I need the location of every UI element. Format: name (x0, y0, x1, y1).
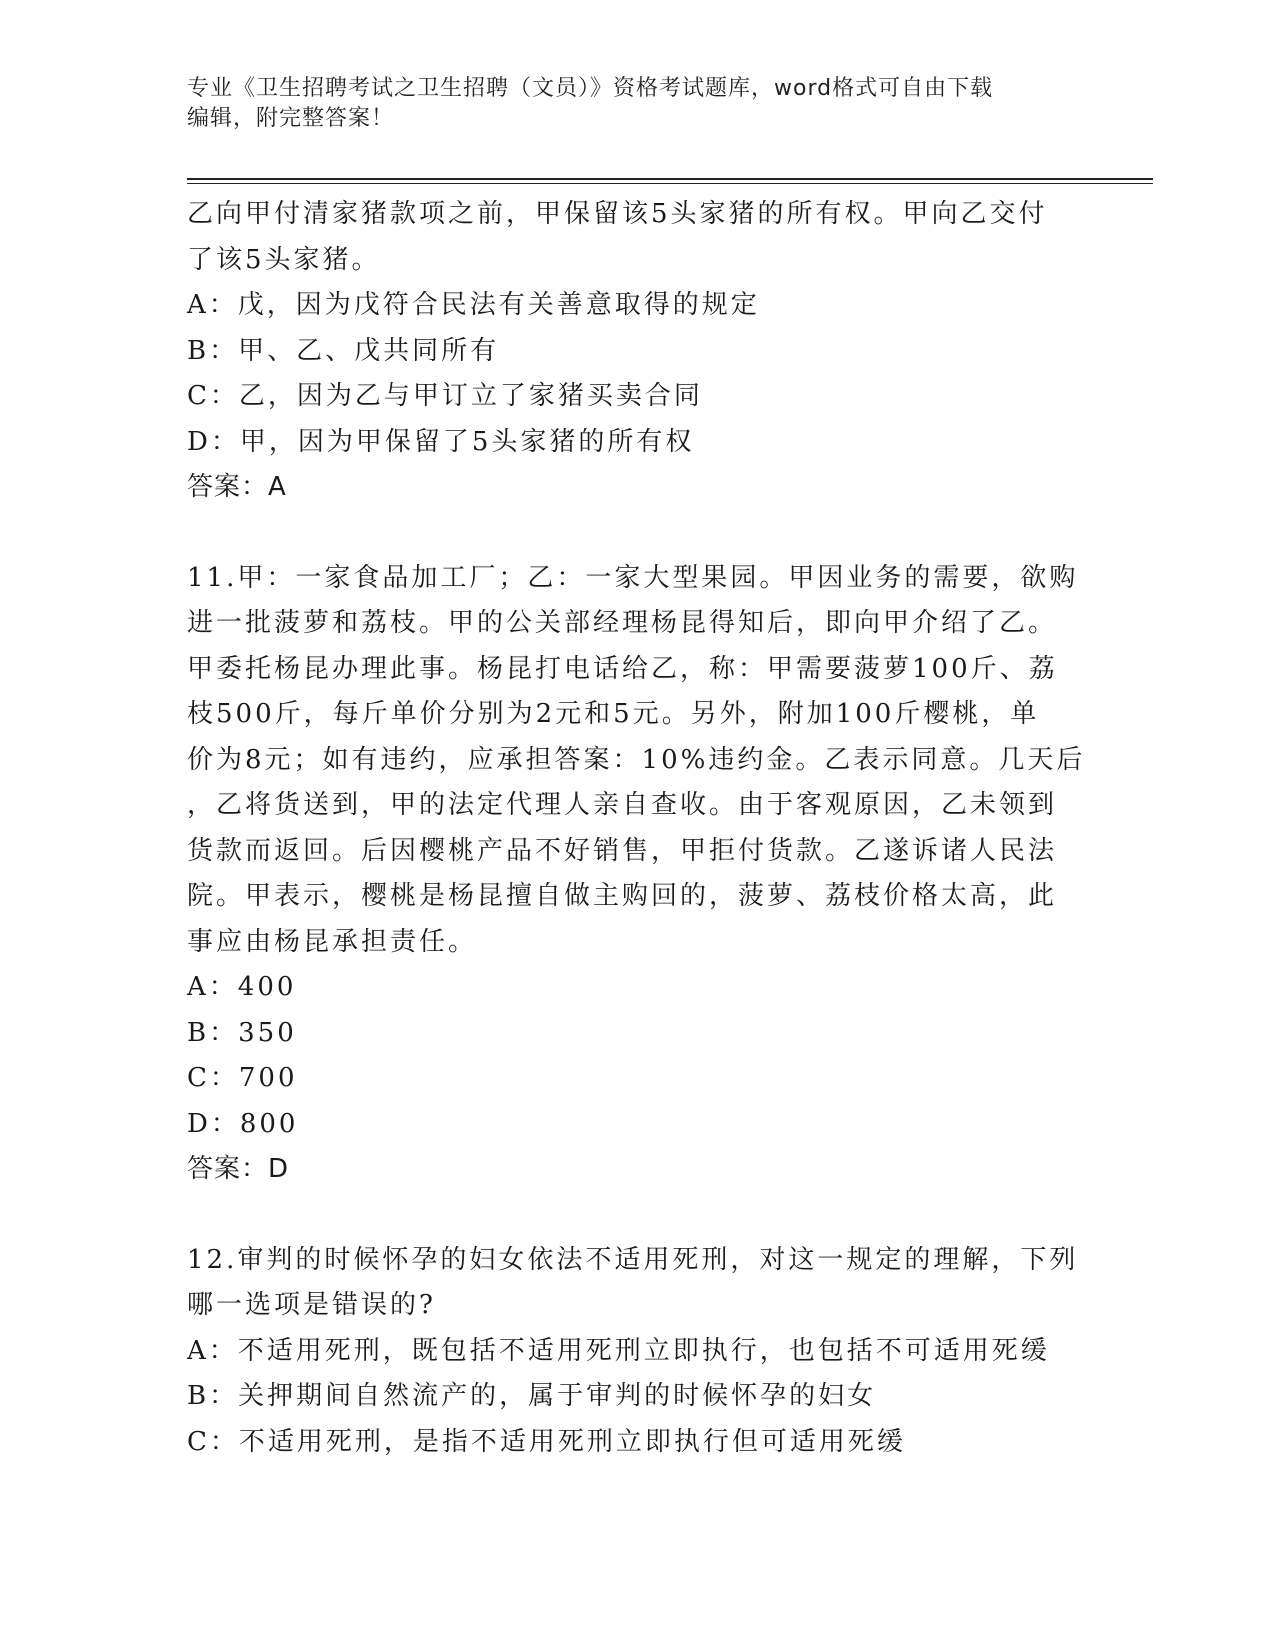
option-a: A：400 (187, 972, 297, 1002)
header-divider-thin (187, 183, 1153, 184)
question-text-line: 哪一选项是错误的? (187, 1290, 436, 1320)
document-header (187, 74, 1087, 134)
option-b: B：350 (187, 1017, 297, 1048)
option-b: B：关押期间自然流产的，属于审判的时候怀孕的妇女 (187, 1381, 877, 1411)
question-text-line: 枝500斤，每斤单价分别为2元和5元。另外，附加100斤樱桃，单 (187, 699, 1040, 729)
header-line-2: 编辑，附完整答案！ (187, 106, 395, 131)
option-a: A：不适用死刑，既包括不适用死刑立即执行，也包括不可适用死缓 (187, 1335, 1050, 1366)
option-c: C：乙，因为乙与甲订立了家猪买卖合同 (187, 381, 703, 411)
question-text-line: 甲委托杨昆办理此事。杨昆打电话给乙，称：甲需要菠萝100斤、荔 (187, 653, 1058, 684)
question-10-tail (187, 192, 1087, 511)
question-text-line: 进一批菠萝和荔枝。甲的公关部经理杨昆得知后，即向甲介绍了乙。 (187, 608, 1058, 638)
question-text-line: 事应由杨昆承担责任。 (187, 926, 478, 957)
question-text-line: 12.审判的时候怀孕的妇女依法不适用死刑，对这一规定的理解，下列 (187, 1244, 1079, 1275)
option-c: C：700 (187, 1063, 298, 1093)
question-text-line: ，乙将货送到，甲的法定代理人亲自查收。由于客观原因，乙未领到 (187, 790, 1058, 820)
question-text-line: 货款而返回。后因樱桃产品不好销售，甲拒付货款。乙遂诉诸人民法 (187, 835, 1058, 866)
option-a: A：戊，因为戊符合民法有关善意取得的规定 (187, 290, 760, 320)
option-c: C：不适用死刑，是指不适用死刑立即执行但可适用死缓 (187, 1426, 906, 1457)
answer-line: 答案：A (187, 472, 287, 502)
question-text-line: 了该5头家猪。 (187, 244, 381, 275)
question-text-line: 乙向甲付清家猪款项之前，甲保留该5头家猪的所有权。甲向乙交付 (187, 199, 1048, 229)
option-b: B：甲、乙、戊共同所有 (187, 335, 500, 366)
question-text-line: 11.甲：一家食品加工厂；乙：一家大型果园。甲因业务的需要，欲购 (187, 562, 1079, 593)
option-d: D：甲，因为甲保留了5头家猪的所有权 (187, 426, 695, 457)
document-body (187, 192, 1087, 1465)
question-12 (187, 1238, 1087, 1466)
question-text-line: 价为8元；如有违约，应承担答案：10%违约金。乙表示同意。几天后 (187, 744, 1086, 775)
header-line-1: 专业《卫生招聘考试之卫生招聘（文员）》资格考试题库，word格式可自由下载 (187, 76, 994, 101)
question-text-line: 院。甲表示，樱桃是杨昆擅自做主购回的，菠萝、荔枝价格太高，此 (187, 881, 1058, 911)
answer-line: 答案：D (187, 1154, 290, 1184)
option-d: D：800 (187, 1108, 299, 1139)
header-divider-thick (187, 178, 1153, 180)
question-11 (187, 556, 1087, 1193)
